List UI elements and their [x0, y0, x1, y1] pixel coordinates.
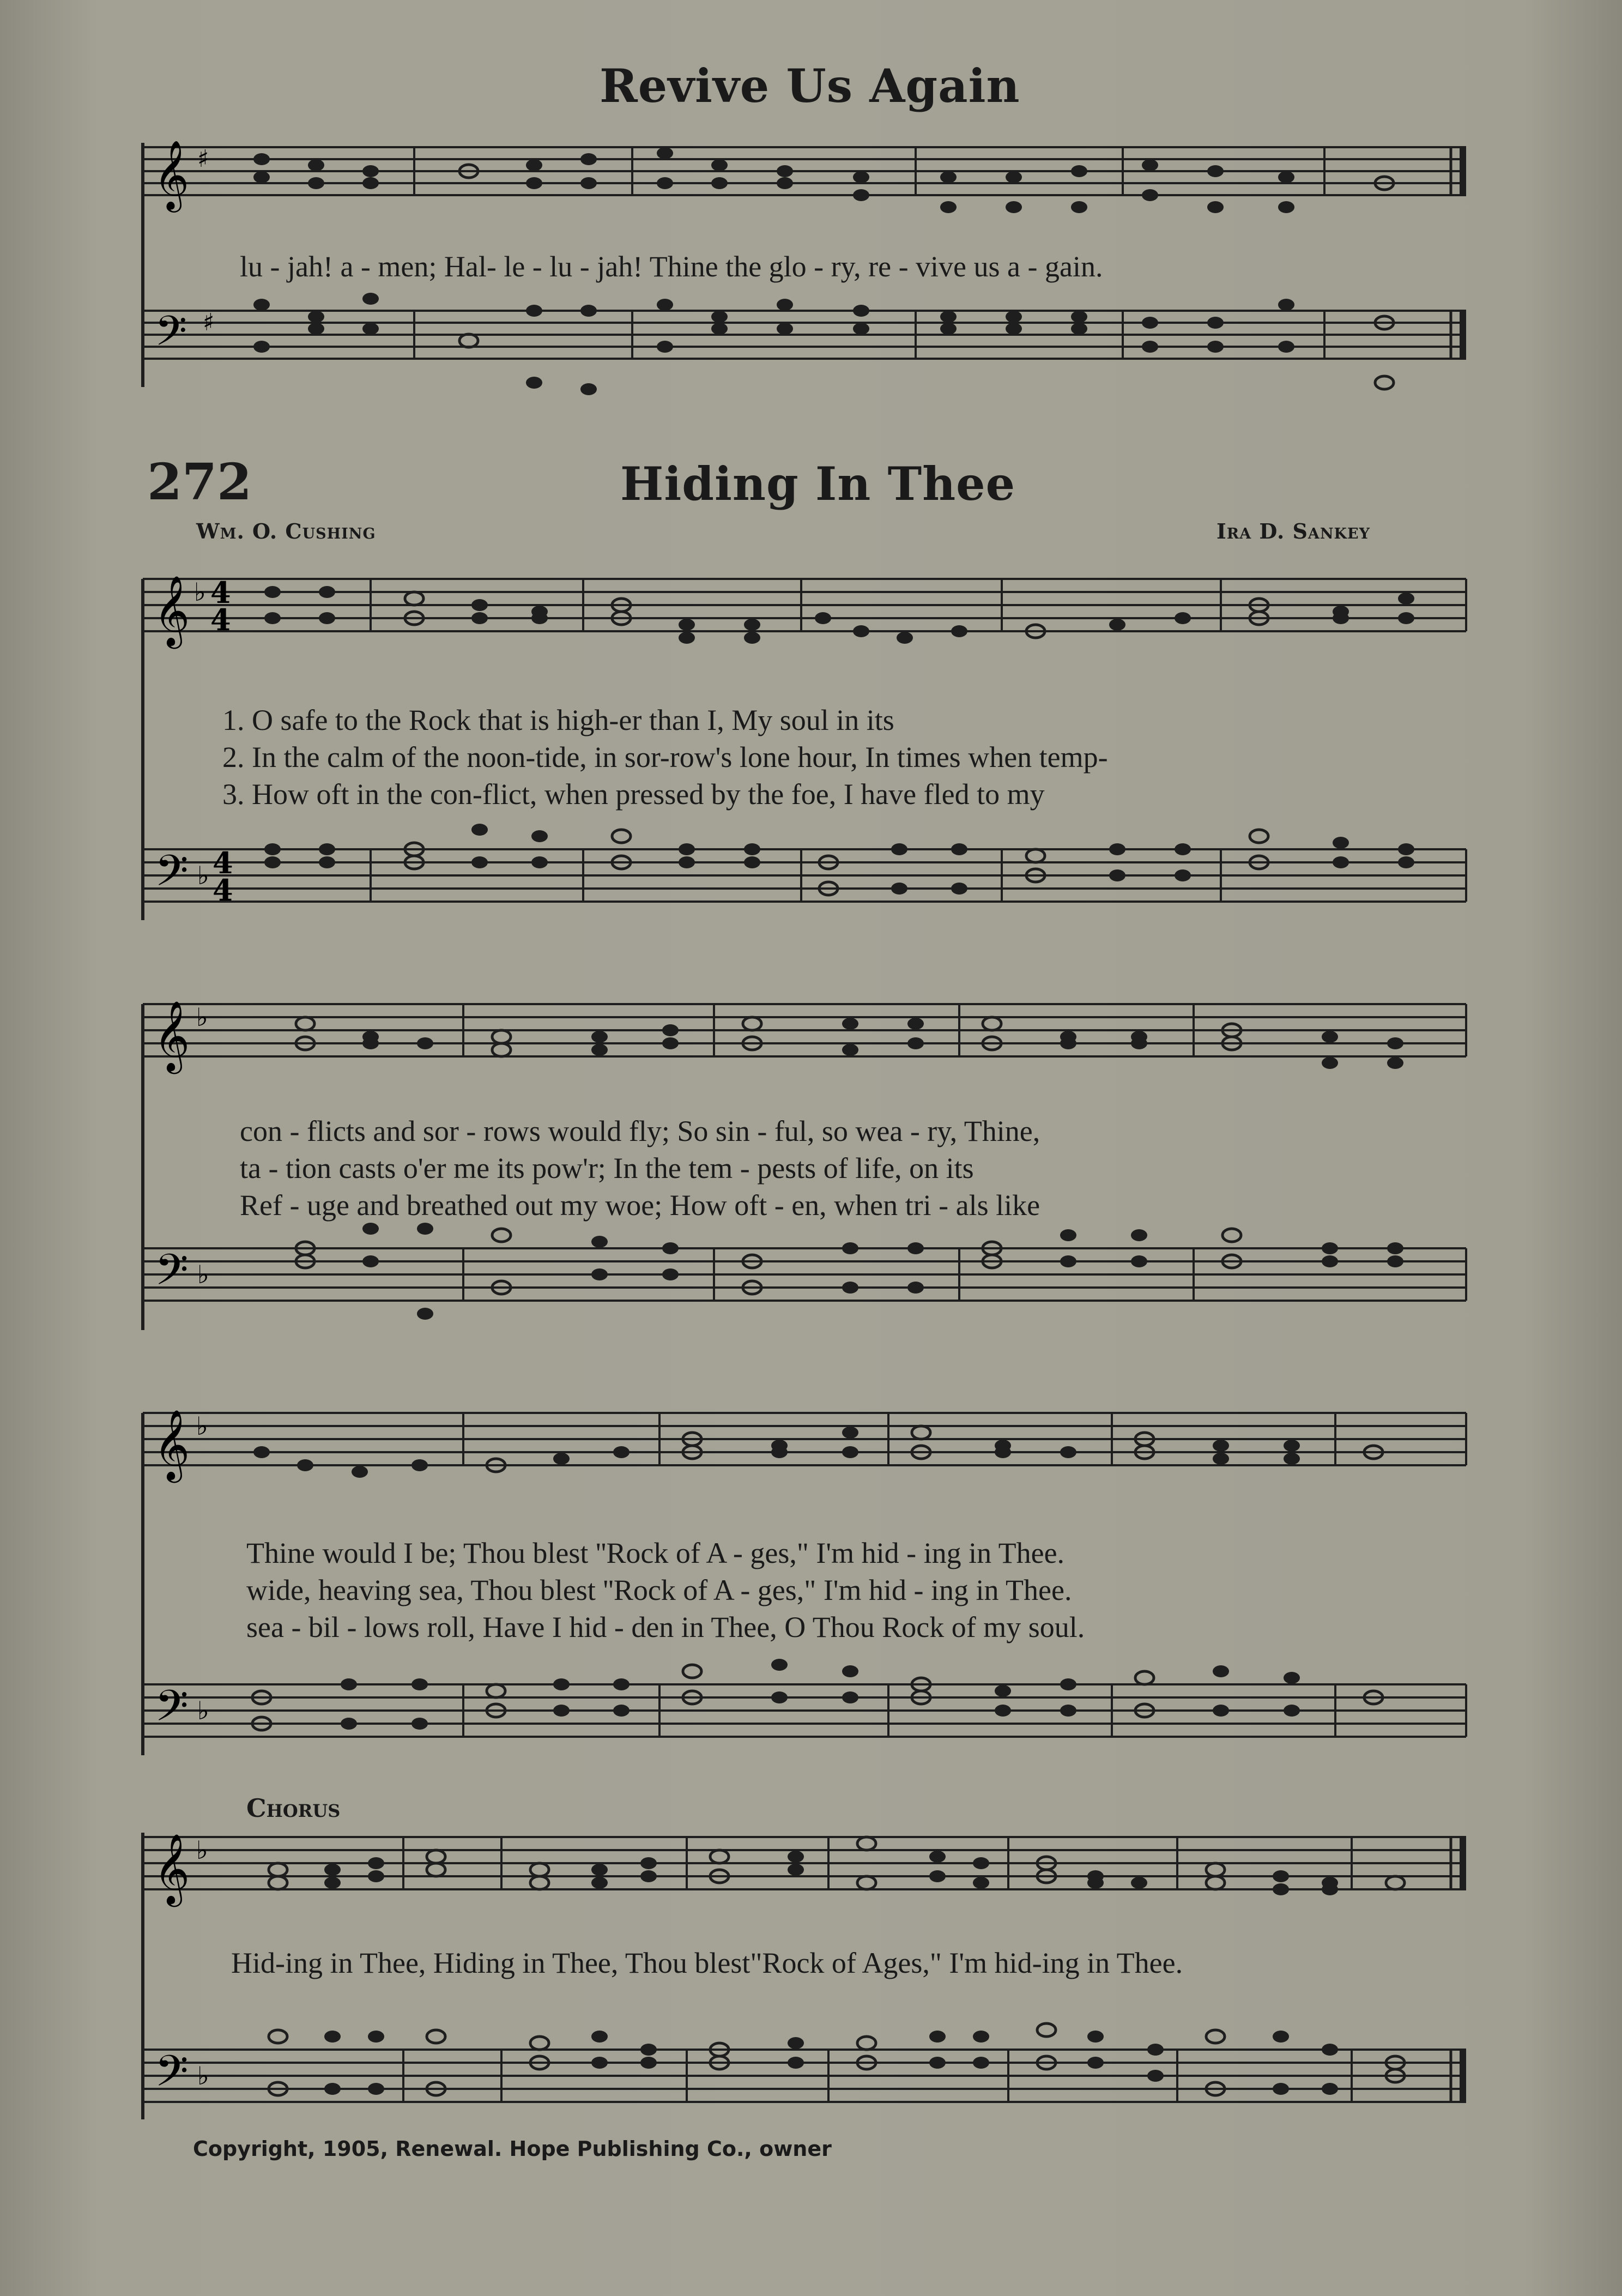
prev-treble-notes — [253, 147, 1394, 213]
system-3-bass-staff — [143, 1684, 1466, 1737]
author-credit: Wm. O. Cushing — [196, 519, 376, 543]
system-1-bass-notes — [264, 824, 1414, 895]
flat-icon: ♭ — [196, 1411, 208, 1441]
hymn-title: Hiding In Thee — [620, 457, 1016, 511]
bass-clef-icon: 𝄢 — [155, 845, 189, 907]
flat-icon: ♭ — [194, 577, 206, 607]
treble-clef-icon: 𝄞 — [154, 1833, 190, 1904]
chorus-bass-notes — [269, 2023, 1405, 2095]
flat-icon: ♭ — [197, 1260, 209, 1289]
system-1-bass-staff — [143, 849, 1466, 902]
flat-icon: ♭ — [197, 1696, 209, 1725]
flat-icon: ♭ — [197, 2061, 209, 2090]
prev-hymn-lyric: lu - jah! a - men; Hal- le - lu - jah! Thine the glo - ry, re - vive us a - gain. — [240, 250, 1103, 283]
system-3-verse-3: sea - bil - lows roll, Have I hid - den in Thee, O Thou Rock of my soul. — [246, 1611, 1085, 1644]
sharp-icon: ♯ — [203, 309, 215, 336]
system-3-verse-2: wide, heaving sea, Thou blest ''Rock of A - ges," I'm hid - ing in Thee. — [246, 1574, 1072, 1606]
system-2-bass-notes — [296, 1223, 1403, 1320]
prev-hymn-system — [0, 131, 1622, 436]
prev-treble-staff — [143, 147, 1466, 195]
time-signature-top: 4 — [213, 845, 233, 880]
treble-clef-icon: 𝄞 — [154, 140, 190, 209]
composer-credit: Ira D. Sankey — [1216, 519, 1370, 543]
system-1-verse-1: 1. O safe to the Rock that is high-er than I, My soul in its — [222, 704, 894, 736]
prev-bass-notes — [253, 293, 1394, 395]
bass-clef-icon: 𝄢 — [155, 1681, 189, 1742]
system-3-bass-notes — [252, 1659, 1383, 1730]
treble-clef-icon: 𝄞 — [154, 1000, 190, 1071]
chorus-lyric: Hid-ing in Thee, Hiding in Thee, Thou blest"Rock of Ages," I'm hid-ing in Thee. — [231, 1947, 1183, 1979]
chorus-treble-notes — [269, 1837, 1405, 1895]
system-2-verse-3: Ref - uge and breathed out my woe; How oft - en, when tri - als like — [240, 1189, 1040, 1222]
system-2-verse-2: ta - tion casts o'er me its pow'r; In the tem - pests of life, on its — [240, 1152, 974, 1185]
system-3-verse-1: Thine would I be; Thou blest ''Rock of A - ges," I'm hid - ing in Thee. — [246, 1537, 1065, 1569]
prev-bass-staff — [143, 311, 1466, 359]
flat-icon: ♭ — [196, 1002, 208, 1032]
system-2-verse-1: con - flicts and sor - rows would fly; So sin - ful, so wea - ry, Thine, — [240, 1115, 1040, 1147]
bass-clef-icon: 𝄢 — [155, 307, 187, 365]
flat-icon: ♭ — [196, 1835, 208, 1865]
copyright-notice: Copyright, 1905, Renewal. Hope Publishing Co., owner — [193, 2137, 832, 2161]
chorus-treble-staff — [143, 1837, 1466, 1889]
treble-clef-icon: 𝄞 — [154, 575, 190, 646]
bass-clef-icon: 𝄢 — [155, 1244, 189, 1306]
system-2-treble-staff — [143, 1004, 1466, 1056]
hymn-number: 272 — [147, 452, 252, 511]
system-1-verse-2: 2. In the calm of the noon-tide, in sor-row's lone hour, In times when temp- — [222, 741, 1108, 774]
time-signature-bottom: 4 — [210, 602, 231, 637]
sharp-icon: ♯ — [197, 145, 209, 173]
bass-clef-icon: 𝄢 — [155, 2046, 189, 2107]
flat-icon: ♭ — [197, 861, 209, 890]
system-1-treble-notes — [264, 586, 1414, 644]
system-2-bass-staff — [143, 1248, 1466, 1301]
time-signature-bottom: 4 — [213, 873, 233, 908]
chorus-bass-staff — [143, 2050, 1466, 2102]
prev-hymn-title: Revive Us Again — [600, 59, 1020, 113]
system-3-treble-staff — [143, 1413, 1466, 1465]
time-signature-top: 4 — [210, 575, 231, 610]
system-1-verse-3: 3. How oft in the con-flict, when pressed by the foe, I have fled to my — [222, 778, 1045, 811]
chorus-label: Chorus — [246, 1793, 341, 1823]
treble-clef-icon: 𝄞 — [154, 1409, 190, 1480]
